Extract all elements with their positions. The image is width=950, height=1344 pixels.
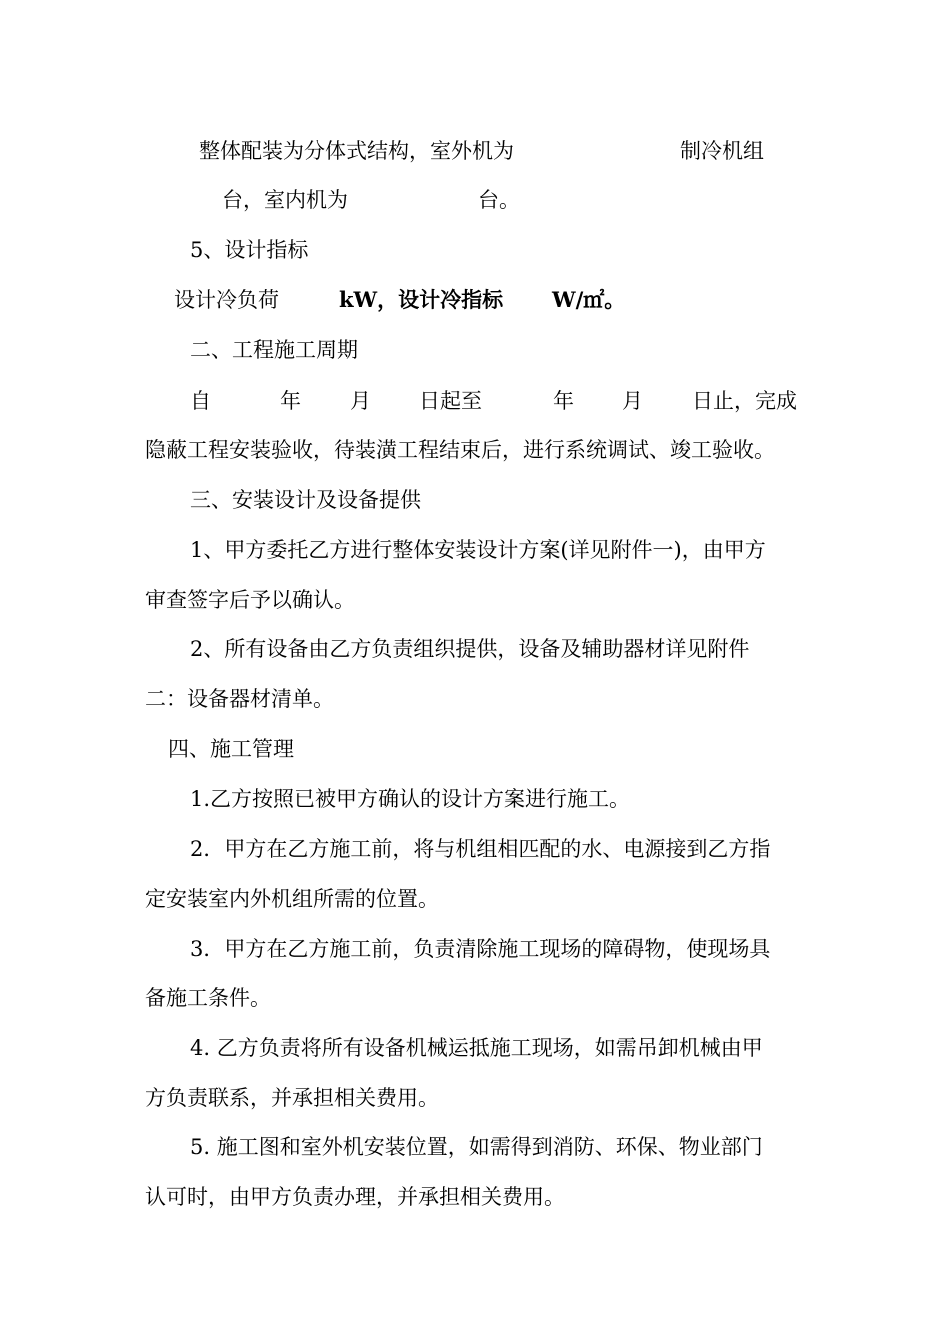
text-line: 备施工条件。 bbox=[145, 986, 271, 1010]
section-heading: 四、施工管理 bbox=[168, 737, 294, 761]
section-heading: 二、工程施工周期 bbox=[190, 338, 358, 362]
text-word: 年 bbox=[553, 389, 574, 413]
text-line: 2、所有设备由乙方负责组织提供，设备及辅助器材详见附件 bbox=[190, 637, 750, 661]
text-line: 制冷机组 bbox=[680, 139, 764, 163]
text-line: 3．甲方在乙方施工前，负责清除施工现场的障碍物，使现场具 bbox=[190, 937, 771, 961]
text-line: 设计冷负荷 bbox=[174, 288, 279, 312]
text-word: 日止，完成 bbox=[692, 389, 797, 413]
text-line: 台。 bbox=[478, 188, 520, 212]
text-line: 2．甲方在乙方施工前，将与机组相匹配的水、电源接到乙方指 bbox=[190, 837, 771, 861]
text-word: 年 bbox=[280, 389, 301, 413]
text-line: 方负责联系，并承担相关费用。 bbox=[145, 1086, 439, 1110]
text-line: kW，设计冷指标 bbox=[339, 287, 504, 312]
text-line: 1、甲方委托乙方进行整体安装设计方案(详见附件一)，由甲方 bbox=[190, 538, 766, 562]
text-line: 5. 施工图和室外机安装位置，如需得到消防、环保、物业部门 bbox=[190, 1135, 763, 1159]
text-word: 日起至 bbox=[419, 389, 482, 413]
text-line: 台，室内机为 bbox=[222, 188, 348, 212]
text-line: 审查签字后予以确认。 bbox=[145, 588, 355, 612]
text-line: 二：设备器材清单。 bbox=[145, 687, 334, 711]
section-heading: 5、设计指标 bbox=[190, 238, 309, 262]
text-word: 月 bbox=[622, 389, 643, 413]
text-line: 认可时，由甲方负责办理，并承担相关费用。 bbox=[145, 1185, 565, 1209]
text-line: 整体配装为分体式结构，室外机为 bbox=[199, 139, 514, 163]
text-line: 1.乙方按照已被甲方确认的设计方案进行施工。 bbox=[190, 787, 631, 811]
text-line: W/㎡。 bbox=[552, 287, 626, 312]
section-heading: 三、安装设计及设备提供 bbox=[190, 488, 421, 512]
text-line: 隐蔽工程安装验收，待装潢工程结束后，进行系统调试、竣工验收。 bbox=[145, 438, 775, 462]
text-line: 4. 乙方负责将所有设备机械运抵施工现场，如需吊卸机械由甲 bbox=[190, 1036, 763, 1060]
text-line: 定安装室内外机组所需的位置。 bbox=[145, 887, 439, 911]
text-word: 自 bbox=[190, 389, 211, 413]
text-word: 月 bbox=[350, 389, 371, 413]
